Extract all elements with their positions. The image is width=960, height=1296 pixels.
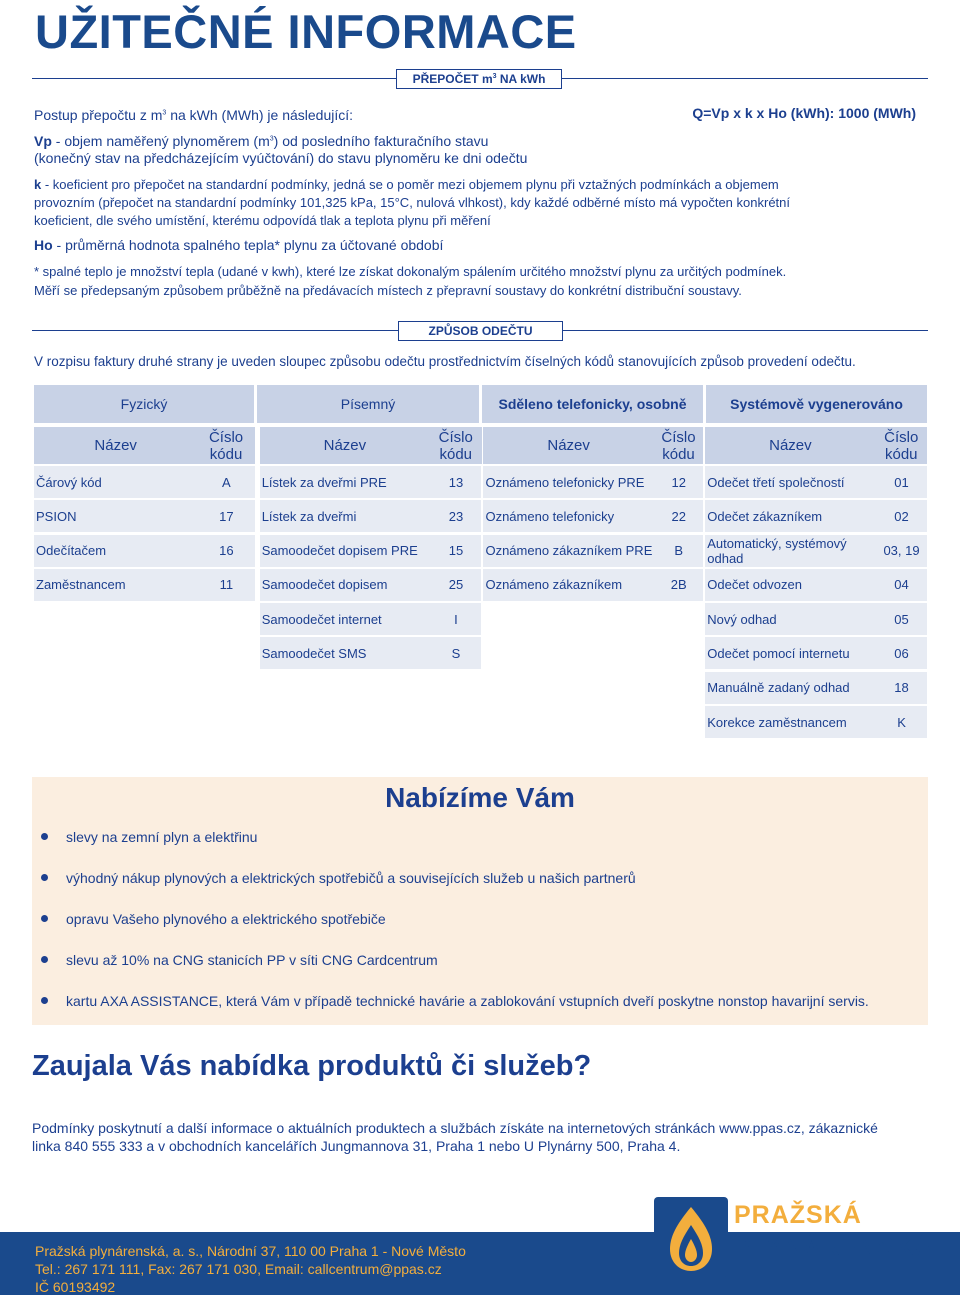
cell-code: 04 (876, 569, 927, 601)
conversion-section-header (32, 69, 928, 89)
promo-title: Zaujala Vás nabídka produktů či služeb? (32, 1050, 592, 1082)
cell-code: 05 (876, 603, 927, 635)
logo-text-line2: PLYNÁRENSKÁ (734, 1233, 934, 1261)
col-name: Název (483, 427, 653, 464)
cell-code: 11 (198, 569, 255, 601)
footer-address: Pražská plynárenská, a. s., Národní 37, 110 00 Praha 1 - Nové Město (35, 1243, 466, 1259)
cell-code (198, 603, 255, 635)
table-row (34, 637, 927, 669)
cell-name (34, 603, 198, 635)
table-row (34, 706, 927, 738)
cell-code (654, 672, 703, 704)
cell-code (654, 637, 703, 669)
table-row (34, 466, 927, 498)
cell-name: Samoodečet dopisem PRE (260, 535, 431, 567)
cell-code (198, 637, 255, 669)
offer-list (32, 829, 928, 1034)
cell-code: B (654, 535, 703, 567)
cell-name: Odečet zákazníkem (705, 500, 876, 532)
table-row (34, 569, 927, 601)
list-item: slevu až 10% na CNG stanicích PP v síti CNG Cardcentrum (32, 952, 928, 993)
cell-code: 18 (876, 672, 927, 704)
cell-code (430, 706, 481, 738)
cell-name: Samoodečet SMS (260, 637, 431, 669)
conversion-tag: PŘEPOČET $m^3$ NA kWh (396, 69, 562, 89)
cell-code: I (430, 603, 481, 635)
company-logo (654, 1197, 934, 1277)
cell-name: PSION (34, 500, 198, 532)
table-row (34, 500, 927, 532)
k-definition: k - koeficient pro přepočet na standardní podmínky, jedná se o poměr mezi objemem plynu při vztažných podmínkách a objemem provozním (přepočet na standardní podmínky 101,325 kPa, 15°C, nulová vlhkost), kdy každé odběrné místo má vypočten konkrétní koeficient, dle svého umístění, kterému odpovídá tlak a teplota plynu při měření (34, 177, 790, 228)
cell-name: Oznámeno zákazníkem (483, 569, 654, 601)
cell-code: 22 (654, 500, 703, 532)
reading-section-header (32, 321, 928, 341)
table-group-header (34, 385, 927, 423)
cell-name: Korekce zaměstnancem (705, 706, 876, 738)
cell-code (654, 603, 703, 635)
cell-code (430, 672, 481, 704)
col-name: Název (705, 427, 875, 464)
table-row (34, 672, 927, 704)
cell-name: Oznámeno zákazníkem PRE (483, 535, 654, 567)
cell-name: Odečítačem (34, 535, 198, 567)
flame-logo-icon (654, 1197, 728, 1277)
cell-name: Samoodečet internet (260, 603, 431, 635)
cell-code: A (198, 466, 255, 498)
cell-name (260, 672, 431, 704)
list-item: kartu AXA ASSISTANCE, která Vám v případě technické havárie a zablokování vstupních dveří poskytne nonstop havarijní servis. (32, 993, 928, 1034)
cell-name: Nový odhad (705, 603, 876, 635)
reading-tag: ZPŮSOB ODEČTU (398, 321, 563, 341)
list-item: opravu Vašeho plynového a elektrického spotřebiče (32, 911, 928, 952)
col-name: Název (34, 427, 197, 464)
cell-code (654, 706, 703, 738)
cell-name (34, 672, 198, 704)
cell-code: 02 (876, 500, 927, 532)
table-column-header (34, 427, 927, 464)
group-physical: Fyzický (34, 385, 254, 423)
cell-name (483, 603, 654, 635)
bullet-icon (41, 833, 48, 840)
col-code: Číslo kódu (654, 427, 704, 464)
col-code: Číslo kódu (197, 427, 254, 464)
footer-contact: Tel.: 267 171 111, Fax: 267 171 030, Email: callcentrum@ppas.cz (35, 1261, 442, 1277)
cell-name: Oznámeno telefonicky PRE (483, 466, 654, 498)
bullet-icon (41, 997, 48, 1004)
cell-name (483, 672, 654, 704)
cell-name (483, 637, 654, 669)
cell-code: 06 (876, 637, 927, 669)
conversion-formula: Q=Vp x k x Ho (kWh): 1000 (MWh) (692, 105, 916, 121)
cell-name: Samoodečet dopisem (260, 569, 431, 601)
cell-name: Čárový kód (34, 466, 198, 498)
cell-code: 12 (654, 466, 703, 498)
list-item: slevy na zemní plyn a elektřinu (32, 829, 928, 870)
cell-code: 23 (430, 500, 481, 532)
footer-company-id: IČ 60193492 (35, 1279, 116, 1295)
col-name: Název (260, 427, 430, 464)
cell-name: Zaměstnancem (34, 569, 198, 601)
cell-code: 13 (430, 466, 481, 498)
cell-code (198, 672, 255, 704)
page-title: UŽITEČNÉ INFORMACE (35, 5, 577, 58)
cell-code: 03, 19 (876, 535, 927, 567)
offer-box (32, 777, 928, 1025)
table-row (34, 535, 927, 567)
cell-name (34, 706, 198, 738)
cell-name: Odečet odvozen (705, 569, 876, 601)
list-item: výhodný nákup plynových a elektrických spotřebičů a souvisejících služeb u našich partnerů (32, 870, 928, 911)
vp-definition-full: Vp - objem naměřený plynoměrem $(m^3)$ od posledního fakturačního stavu (konečný stav na předcházejícím vyúčtování) do stavu plynoměru ke dni odečtu (34, 133, 528, 166)
cell-name: Lístek za dveřmi (260, 500, 431, 532)
table-body (34, 466, 927, 738)
cell-code: 16 (198, 535, 255, 567)
heat-note: * spalné teplo je množství tepla (udané v kwh), které lze získat dokonalým spálením určitého množství plynu za určitých podmínek. Měří se předepsaným způsobem průběžně na předávacích místech z přepravní soustavy do konkrétní distribuční soustavy. (34, 264, 787, 298)
cell-name: Odečet pomocí internetu (705, 637, 876, 669)
cell-name: Odečet třetí společností (705, 466, 876, 498)
bullet-icon (41, 874, 48, 881)
cell-name: Automatický, systémový odhad (705, 535, 876, 567)
group-phone: Sděleno telefonicky, osobně (482, 385, 703, 423)
cell-code: 17 (198, 500, 255, 532)
conversion-intro: Postup přepočtu z $m^3$ na kWh (MWh) je následující: (34, 107, 354, 123)
cell-name (260, 706, 431, 738)
cell-name (34, 637, 198, 669)
cell-code: 2B (654, 569, 703, 601)
cell-name: Oznámeno telefonicky (483, 500, 654, 532)
promo-text: Podmínky poskytnutí a další informace o aktuálních produktech a službách získáte na internetových stránkách www.ppas.cz, zákaznické linka 840 555 333 a v obchodních kancelářích Jungmannova 31, Praha 1 nebo U Plynárny 500, Praha 4. (32, 1120, 878, 1154)
table-row (34, 603, 927, 635)
group-written: Písemný (257, 385, 479, 423)
cell-code: 25 (430, 569, 481, 601)
ho-definition: Ho - průměrná hodnota spalného tepla* plynu za účtované období (34, 237, 444, 253)
cell-code (198, 706, 255, 738)
col-code: Číslo kódu (876, 427, 927, 464)
reading-intro: V rozpisu faktury druhé strany je uveden sloupec způsobu odečtu prostřednictvím číselných kódů stanovujících způsob provedení odečtu. (34, 354, 856, 369)
cell-code: 15 (430, 535, 481, 567)
col-code: Číslo kódu (430, 427, 481, 464)
cell-name (483, 706, 654, 738)
bullet-icon (41, 956, 48, 963)
reading-codes-table (34, 385, 927, 740)
bullet-icon (41, 915, 48, 922)
cell-code: S (430, 637, 481, 669)
cell-name: Manuálně zadaný odhad (705, 672, 876, 704)
cell-code: K (876, 706, 927, 738)
cell-name: Lístek za dveřmi PRE (260, 466, 431, 498)
cell-code: 01 (876, 466, 927, 498)
offer-title: Nabízíme Vám (385, 782, 575, 813)
logo-text-line1: PRAŽSKÁ (734, 1201, 862, 1229)
group-system: Systémově vygenerováno (706, 385, 927, 423)
